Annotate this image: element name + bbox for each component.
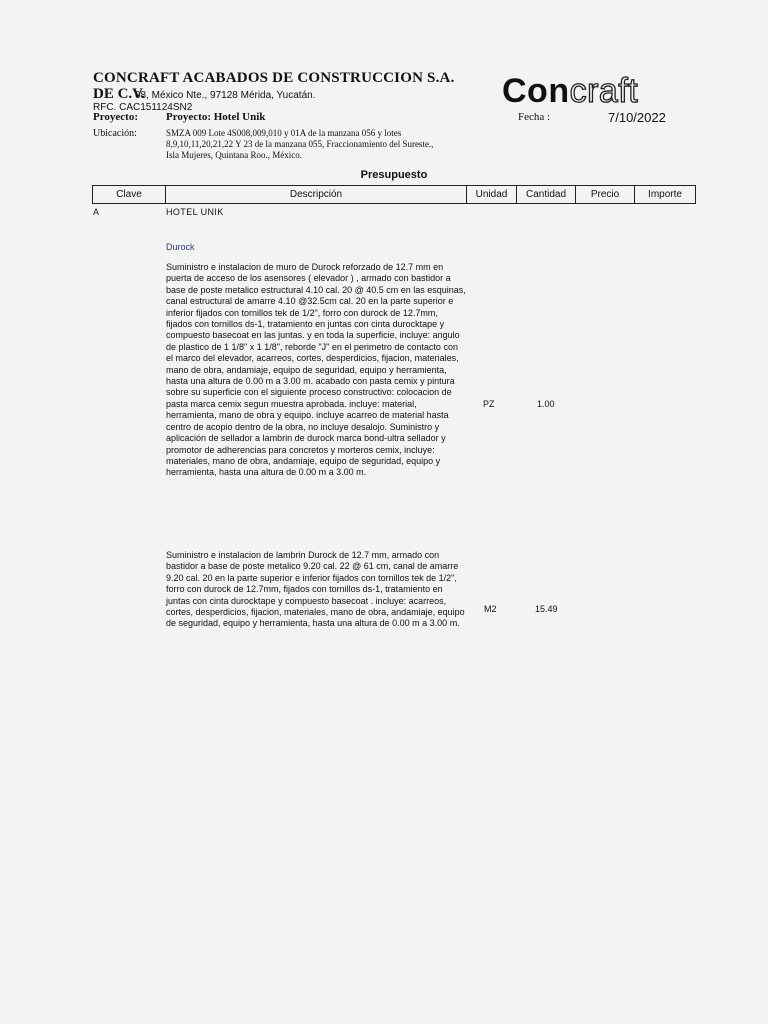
column-header-importe: Importe [635, 186, 696, 204]
budget-title: Presupuesto [360, 169, 428, 181]
section-key: A [93, 207, 100, 217]
column-header-unidad: Unidad [467, 186, 517, 204]
group-heading: Durock [166, 242, 195, 252]
column-header-cantidad: Cantidad [517, 186, 576, 204]
project-label: Proyecto: [93, 111, 138, 123]
budget-table-header [92, 185, 696, 204]
column-header-precio: Precio [576, 186, 635, 204]
item-2-description: Suministro e instalacion de lambrin Durock de 12.7 mm, armado con bastidor a base de poste metalico 9.20 cal. 22 @ 61 cm, canal de amarre 9.20 cal. 20 en la parte superior e inferior fijados con tornillos tek de 1/2", forro con durock de 12.7mm, fijados con tornillos ds-1, tratamiento en juntas con cinta durocktape y compuesto basecoat . incluye: acarreos, cortes, desperdicios, fijacion, materiales, mano de obra, andamiaje, equipo de seguridad, equipo y herramienta, hasta una altura de 0.00 m a 3.00 m. [166, 550, 465, 629]
logo-bold-text: Con [502, 72, 570, 110]
section-name: HOTEL UNIK [166, 207, 224, 217]
company-rfc: RFC. CAC151124SN2 [93, 102, 193, 113]
item-2-unit: M2 [484, 604, 497, 614]
location-label: Ubicación: [93, 128, 137, 139]
logo-outline-text: craft [569, 72, 639, 110]
company-name: CONCRAFT ACABADOS DE CONSTRUCCION S.A. [93, 70, 455, 86]
column-header-descripcion: Descripción [166, 186, 467, 204]
location-value: SMZA 009 Lote 4S008,009,010 y 01A de la manzana 056 y lotes 8,9,10,11,20,21,22 Y 23 de la manzana 055, Fraccionamiento del Sureste., Isla Mujeres, Quintana Roo., México. [166, 128, 434, 160]
project-value: Proyecto: Hotel Unik [166, 111, 266, 123]
date-value: 7/10/2022 [608, 110, 666, 125]
concraft-logo [502, 72, 638, 111]
company-address: 08, México Nte., 97128 Mérida, Yucatán. [135, 90, 316, 101]
item-2-quantity: 15.49 [535, 604, 558, 614]
item-1-quantity: 1.00 [537, 399, 555, 409]
item-1-description: Suministro e instalacion de muro de Durock reforzado de 12.7 mm en puerta de acceso de los asensores ( elevador ) , armado con bastidor a base de poste metalico estructural 4.10 cal. 20 @ 40.5 cm en las esquinas, canal estructural de amarre 4.10 @32.5cm cal. 20 en la parte superior e inferior fijados con tornillos tek de 1/2", forro con durock de 12.7mm, fijados con tornillos ds-1, tratamiento en juntas con cinta durocktape y compuesto basecoat en las juntas. y en toda la superficie, incluye: angulo de plastico de 1 1/8" x 1 1/8", reborde "J" en el perimetro de contacto con el marco del elevador, acarreos, cortes, desperdicios, fijacion, materiales, mano de obra, andamiaje, equipo de seguridad, equipo y herramienta, hasta una altura de 0.00 m a 3.00 m. acabado con pasta cemix y pintura sobre su superficie con el siguiente proceso constructivo: colocacion de pasta marca cemix segun muestra aprobada. incluye: material, herramienta, mano de obra y equipo. incluye acarreo de material hasta centro de acopio dentro de la obra, no incluye desalojo. Suministro y aplicación de sellador a lambrin de durock marca bond-ultra sellador y promotor de adherencias para concretos y morteros cemix, incluye: materiales, mano de obra, andamiaje, equipo de seguridad, equipo y herramienta, hasta una altura de 0.00 m a 3.00 m. [166, 262, 466, 478]
column-header-clave: Clave [93, 186, 166, 204]
item-1-unit: PZ [483, 399, 495, 409]
table-header-row [93, 186, 696, 204]
date-label: Fecha : [518, 111, 551, 123]
company-name-suffix: DE C.V. [93, 86, 145, 102]
